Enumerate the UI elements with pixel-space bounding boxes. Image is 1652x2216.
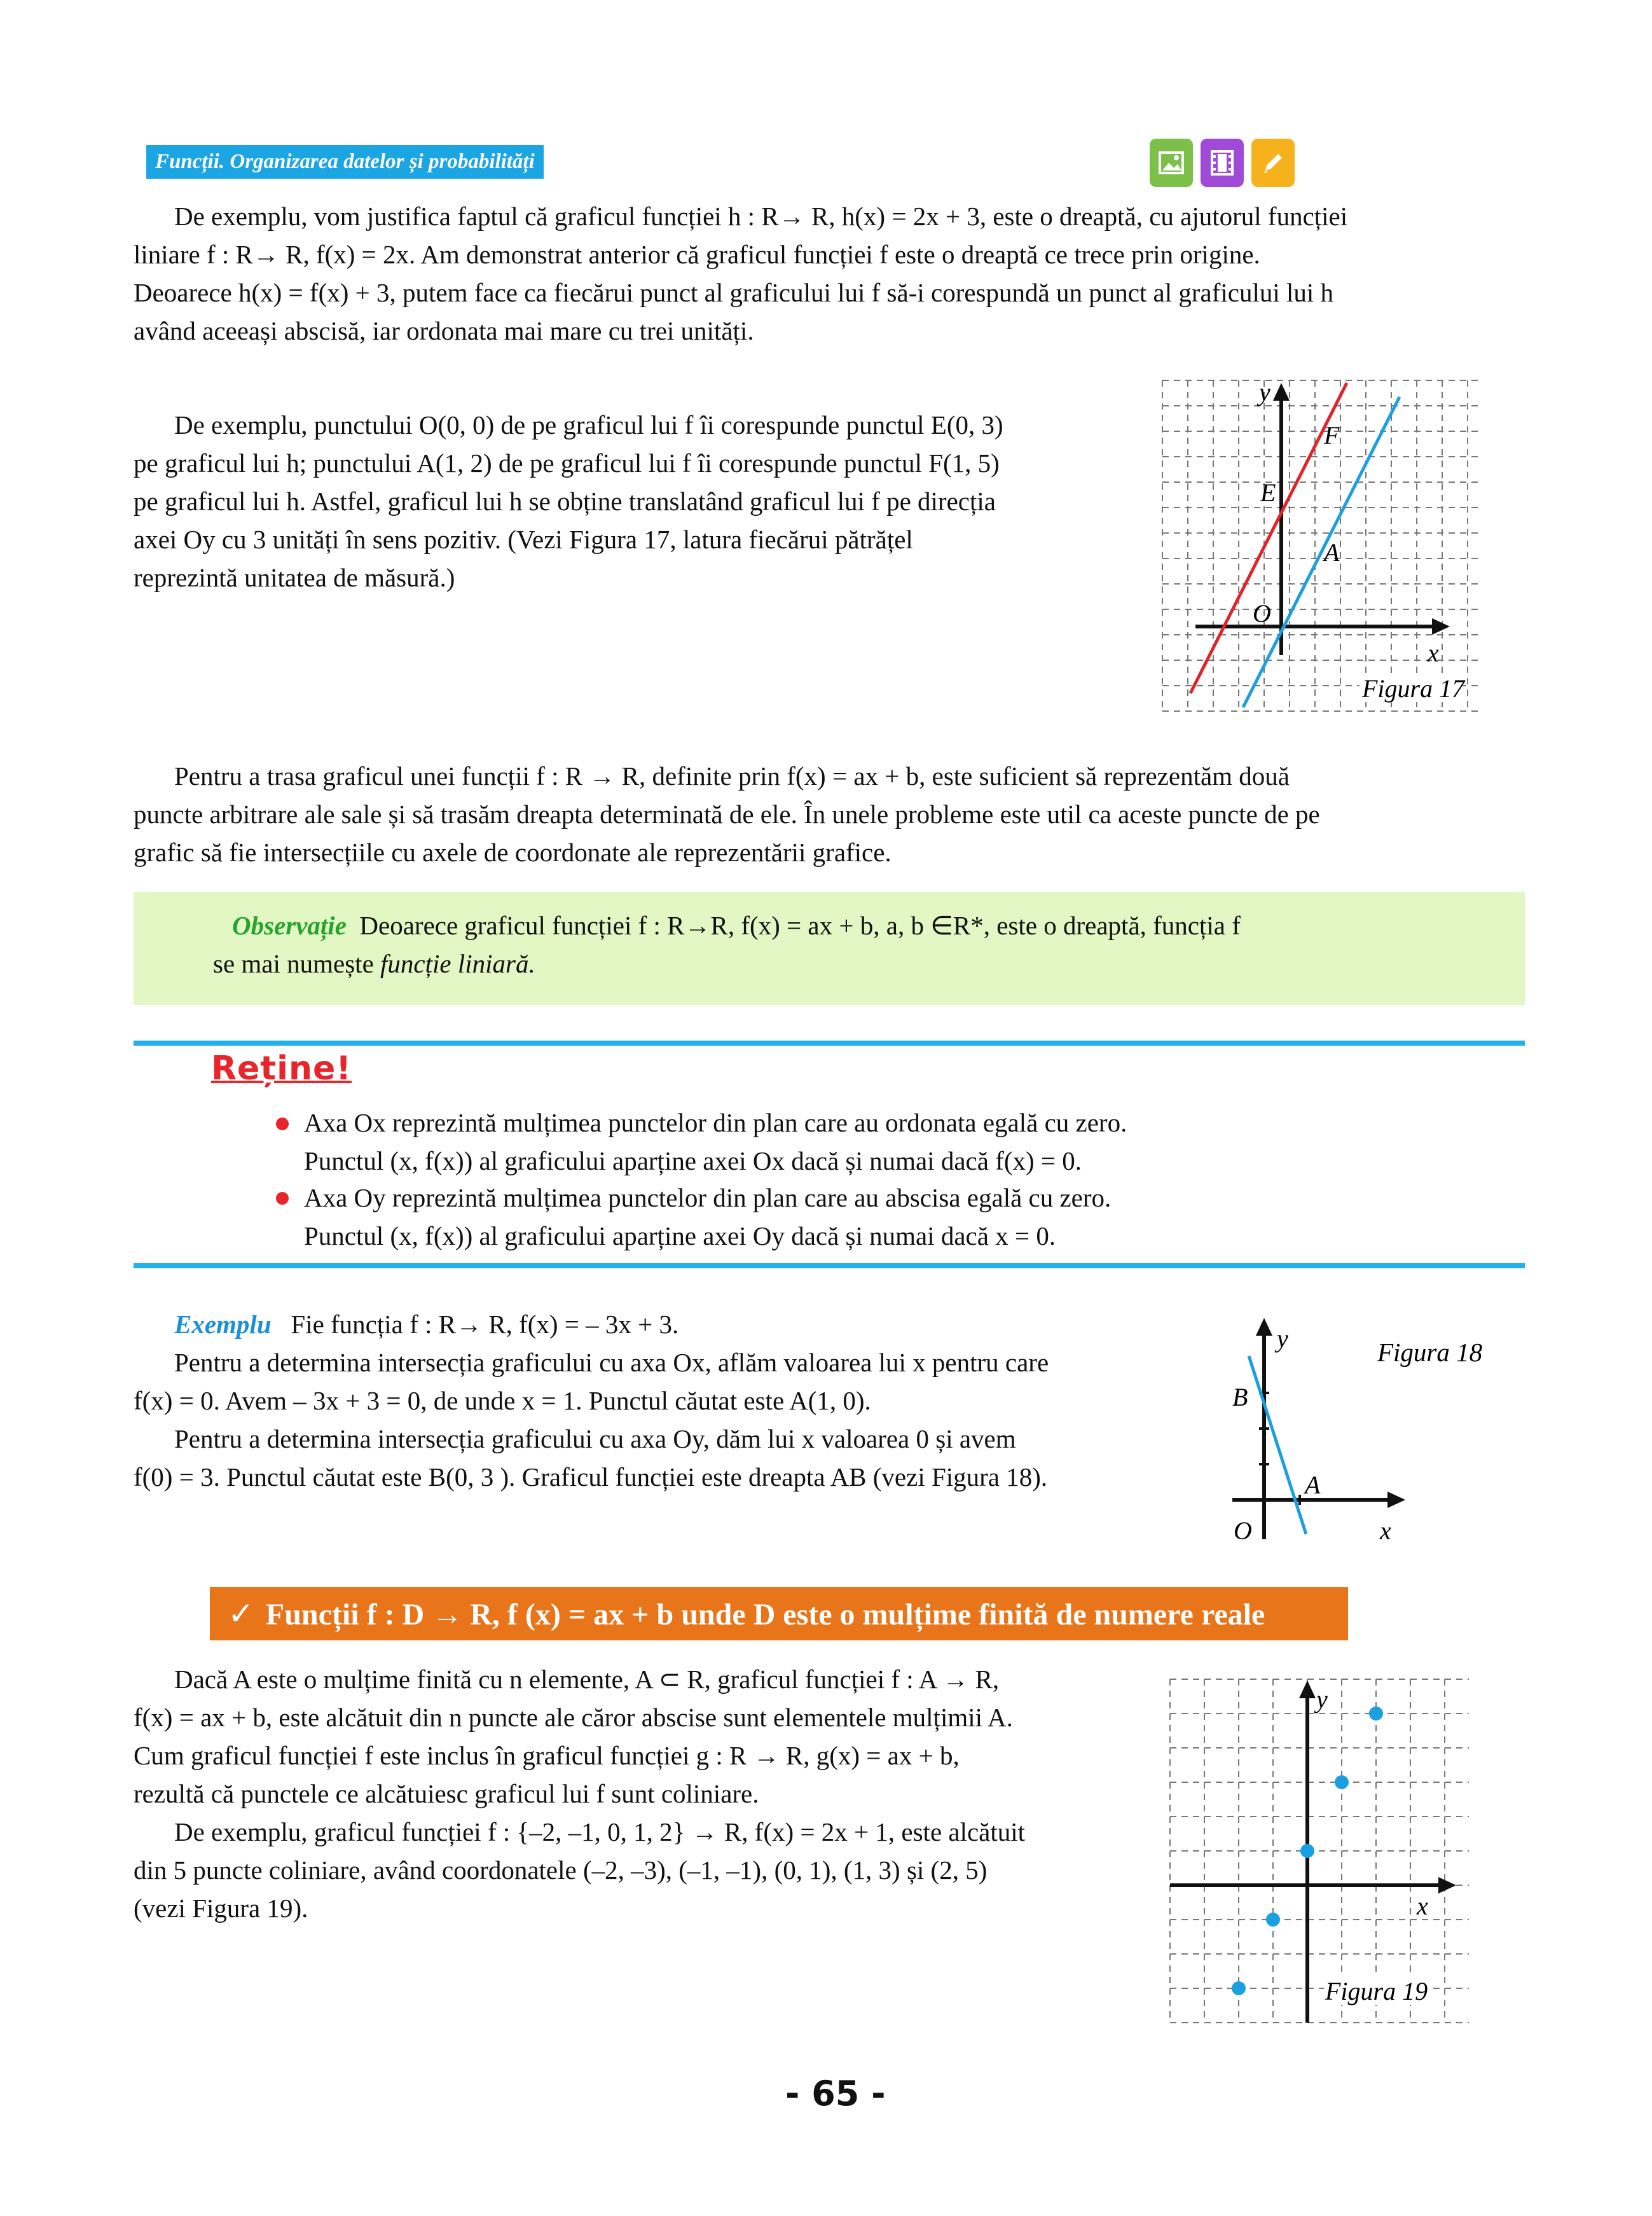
figure-19 (1164, 1673, 1482, 2029)
para2-line: pe graficul lui h. Astfel, graficul lui h se obține translatând graficul lui f pe direcția (134, 487, 996, 516)
para3-line: puncte arbitrare ale sale și să trasăm dreapta determinată de ele. În unele probleme este util ca aceste puncte de pe (134, 800, 1320, 829)
example-label: Exemplu (174, 1310, 272, 1339)
para4-line: f(x) = ax + b, este alcătuit din n puncte ale căror abscise sunt elementele mulțimii A. (134, 1703, 1013, 1732)
graph-line-f (1243, 397, 1400, 707)
fig18-label-a: A (1305, 1471, 1321, 1499)
para4-line: Cum graficul funcției f este inclus în graficul funcției g : R → R, g(x) = ax + b, (134, 1741, 960, 1770)
para2-line: pe graficul lui h; punctului A(1, 2) de pe graficul lui f îi corespunde punctul F(1, 5) (134, 448, 1000, 478)
para2-line: De exemplu, punctului O(0, 0) de pe graficul lui f îi corespunde punctul E(0, 3) (174, 410, 1003, 440)
example-line: f(x) = 0. Avem – 3x + 3 = 0, de unde x = 1. Punctul căutat este A(1, 0). (134, 1386, 871, 1415)
graph-point (1335, 1775, 1349, 1789)
graph-point (1266, 1913, 1280, 1927)
example-line: Pentru a determina intersecția graficului cu axa Oy, dăm lui x valoarea 0 și avem (174, 1424, 1016, 1453)
graph-point (1232, 1981, 1246, 1995)
fig18-caption: Figura 18 (1377, 1338, 1483, 1367)
para4-line: rezultă că punctele ce alcătuiesc graficul lui f sunt coliniare. (134, 1779, 759, 1808)
section-title: Funcții f : D → R, f (x) = ax + b unde D este o mulțime finită de numere reale (265, 1598, 1265, 1631)
fig18-label-o: O (1234, 1516, 1252, 1545)
observation-line: se mai numește (213, 949, 381, 978)
fig17-caption: Figura 17 (1362, 674, 1465, 703)
observation-line: Deoarece graficul funcției f : R→R, f(x) = ax + b, a, b ∈R*, este o dreaptă, funcția f (359, 911, 1241, 940)
fig17-label-e: E (1260, 478, 1276, 507)
example-line: f(0) = 3. Punctul căutat este B(0, 3 ). Graficul funcției este dreapta AB (vezi Figura 18). (134, 1462, 1048, 1492)
graph-point (1369, 1707, 1383, 1721)
retine-item-line: Punctul (x, f(x)) al graficului aparține axei Oy dacă și numai dacă x = 0. (304, 1221, 1056, 1250)
section-header (210, 1587, 1348, 1640)
chapter-tag: Funcții. Organizarea datelor și probabilități (146, 145, 544, 179)
para3-line: Pentru a trasa graficul unei funcții f : R → R, definite prin f(x) = ax + b, este suficient să reprezentăm două (174, 761, 1290, 791)
fig19-caption: Figura 19 (1325, 1977, 1428, 2005)
para3-line: grafic să fie intersecțiile cu axele de coordonate ale reprezentării grafice. (134, 838, 891, 867)
image-icon[interactable] (1150, 139, 1193, 187)
observation-term: funcție liniară. (380, 949, 535, 978)
retine-item-line: Punctul (x, f(x)) al graficului aparține axei Ox dacă și numai dacă f(x) = 0. (304, 1146, 1082, 1175)
paragraph-1 (134, 197, 1525, 350)
fig17-label-f: F (1324, 421, 1340, 450)
example-block (134, 1305, 1189, 1496)
film-icon[interactable] (1201, 139, 1244, 187)
para1-line: De exemplu, vom justifica faptul că graficul funcției h : R→ R, h(x) = 2x + 3, este o dreaptă, cu ajutorul funcției (174, 202, 1348, 231)
figure-17 (1157, 375, 1488, 719)
para4-line: din 5 puncte coliniare, având coordonatele (–2, –3), (–1, –1), (0, 1), (1, 3) și (2, 5) (134, 1855, 988, 1885)
para2-line: reprezintă unitatea de măsură.) (134, 563, 455, 592)
retine-list (304, 1104, 1512, 1255)
para4-line: (vezi Figura 19). (134, 1894, 308, 1923)
observation-label: Observație (232, 911, 347, 940)
observation-text (213, 906, 1504, 983)
fig17-label-y: y (1259, 378, 1270, 406)
fig18-label-x: x (1380, 1516, 1391, 1545)
fig17-label-o: O (1253, 599, 1271, 628)
fig17-label-a: A (1324, 538, 1340, 567)
para4-line: Dacă A este o mulțime finită cu n elemente, A ⊂ R, graficul funcției f : A → R, (174, 1665, 1000, 1694)
retine-title: Reține! (211, 1049, 352, 1088)
example-line: Pentru a determina intersecția graficului cu axa Ox, aflăm valoarea lui x pentru care (174, 1348, 1049, 1377)
fig18-label-y: y (1277, 1324, 1288, 1353)
paragraph-4 (134, 1660, 1151, 1927)
checkmark-icon: ✓ (228, 1595, 254, 1632)
fig19-label-x: x (1417, 1892, 1428, 1920)
fig19-label-y: y (1316, 1685, 1328, 1714)
bullet-icon (276, 1118, 289, 1130)
para1-line: Deoarece h(x) = f(x) + 3, putem face ca fiecărui punct al graficului lui f să-i corespundă un punct al graficului lui h (134, 278, 1334, 307)
graph-point (1300, 1844, 1314, 1858)
page-number: - 65 - (785, 2074, 886, 2114)
para1-line: liniare f : R→ R, f(x) = 2x. Am demonstrat anterior că graficul funcției f este o dreaptă ce trece prin origine. (134, 240, 1260, 269)
retine-item-line: Axa Oy reprezintă mulțimea punctelor din plan care au abscisa egală cu zero. (304, 1183, 1112, 1212)
divider-top (134, 1041, 1525, 1046)
para2-line: axei Oy cu 3 unități în sens pozitiv. (Vezi Figura 17, latura fiecărui pătrățel (134, 525, 913, 554)
paragraph-2 (134, 406, 1138, 597)
divider-bottom (134, 1263, 1525, 1268)
pencil-icon[interactable] (1251, 139, 1295, 187)
para1-line: având aceeași abscisă, iar ordonata mai mare cu trei unități. (134, 316, 754, 345)
bullet-icon (276, 1192, 289, 1205)
fig17-label-x: x (1428, 639, 1439, 667)
graph-line-ab (1249, 1356, 1306, 1534)
fig18-label-b: B (1232, 1383, 1248, 1411)
para4-line: De exemplu, graficul funcției f : {–2, –1, 0, 1, 2} → R, f(x) = 2x + 1, este alcătuit (174, 1817, 1026, 1846)
paragraph-3 (134, 757, 1525, 871)
figure-18 (1221, 1310, 1552, 1565)
retine-item-line: Axa Ox reprezintă mulțimea punctelor din plan care au ordonata egală cu zero. (304, 1108, 1127, 1137)
example-line: Fie funcția f : R→ R, f(x) = – 3x + 3. (291, 1310, 679, 1339)
